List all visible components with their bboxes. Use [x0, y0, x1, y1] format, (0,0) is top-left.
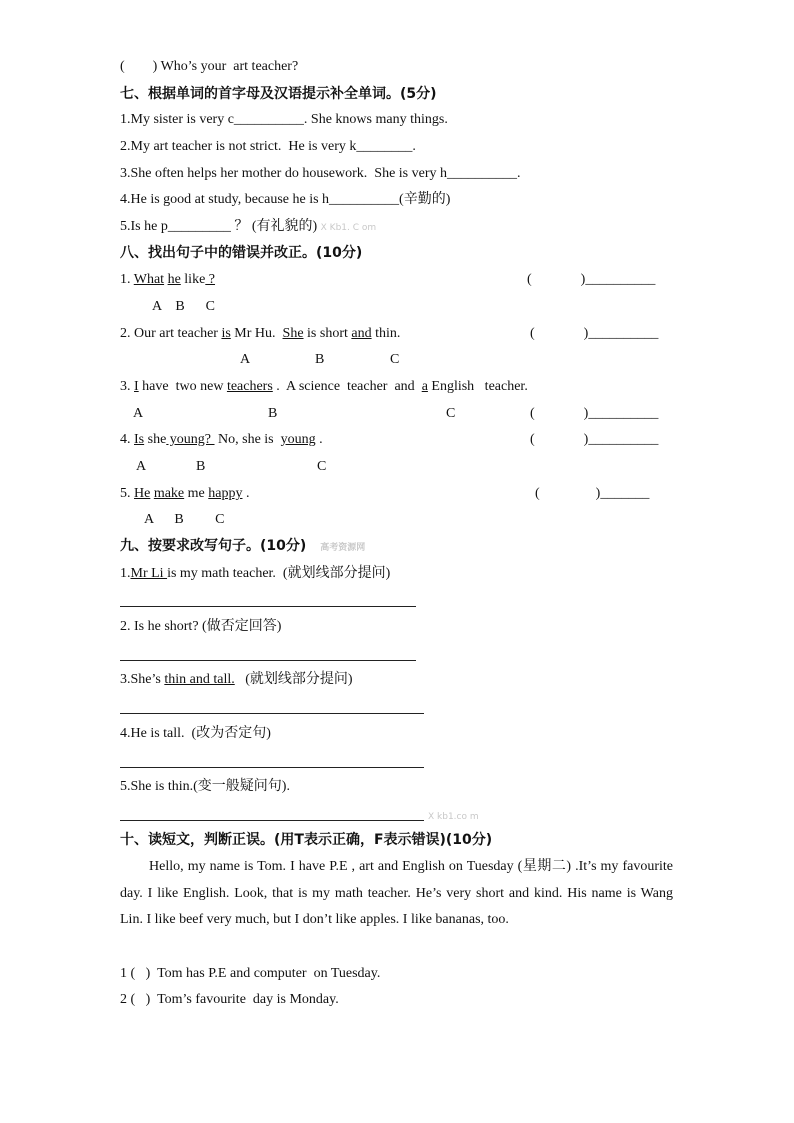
q3-part-c: a — [421, 379, 428, 394]
watermark: X kb1.co m — [428, 812, 479, 822]
q1-letters: A B C — [152, 299, 216, 314]
q3-letter-b: B — [268, 406, 278, 421]
q2-pre: 2. Our art teacher — [120, 326, 222, 341]
section9-q1 — [120, 565, 390, 583]
section9-q5: 5.She is thin.(变一般疑问句). — [120, 779, 290, 794]
q4-num: 4. — [120, 432, 134, 447]
q3-post: English teacher. — [427, 379, 528, 394]
section7-item-5-text: 5.Is he p_________ ？ (有礼貌的) — [120, 219, 318, 234]
q2-mid1: Mr Hu. — [230, 326, 283, 341]
q5-mid2: me — [184, 486, 209, 501]
section10-item-2: 2 ( ) Tom’s favourite day is Monday. — [120, 992, 339, 1007]
q4-part-c: young — [280, 432, 316, 447]
q4-mid1: she — [144, 432, 167, 447]
q5-letters: A B C — [144, 512, 225, 527]
q1-num: 1. — [120, 272, 134, 287]
q1-part-b: he — [167, 272, 181, 287]
q5-part-a: He — [134, 486, 151, 501]
s9-q3-post: (就划线部分提问) — [234, 672, 353, 687]
q2-part-c: and — [351, 326, 372, 341]
q3-mid1: have two new — [138, 379, 227, 394]
answer-line-1[interactable] — [120, 606, 416, 607]
q2-letter-a: A — [240, 352, 251, 367]
q2-part-b: She — [282, 326, 304, 341]
section7-item-2: 2.My art teacher is not strict. He is very k________. — [120, 139, 416, 154]
q2-part-a: is — [221, 326, 231, 341]
section7-item-1: 1.My sister is very c__________. She knows many things. — [120, 112, 448, 127]
q1-part-c: ? — [205, 272, 216, 287]
q2-post: thin. — [371, 326, 401, 341]
q1-mid: like — [180, 272, 206, 287]
section9-q3 — [120, 671, 353, 689]
section8-q1 — [120, 271, 215, 289]
q4-part-b: young? — [166, 432, 215, 447]
q3-answer-blank: ( )__________ — [530, 406, 659, 421]
q2-answer-blank: ( )__________ — [530, 326, 659, 341]
section8-q3 — [120, 378, 528, 396]
section7-item-5 — [120, 218, 376, 237]
section9-title-text: 九、按要求改写句子。(10分) — [120, 538, 307, 554]
q5-answer-blank: ( )_______ — [535, 486, 650, 501]
q3-num: 3. — [120, 379, 134, 394]
section9-q2: 2. Is he short? (做否定回答) — [120, 619, 282, 634]
q2-letter-c: C — [390, 352, 400, 367]
answer-line-3[interactable] — [120, 713, 424, 714]
question-who-art-teacher: ( ) Who’s your art teacher? — [120, 59, 299, 74]
q1-answer-blank: ( )__________ — [527, 272, 656, 287]
answer-line-2[interactable] — [120, 660, 416, 661]
section10-item-1: 1 ( ) Tom has P.E and computer on Tuesday. — [120, 966, 381, 981]
s9-q3-underlined: thin and tall. — [164, 672, 235, 687]
section9-q4: 4.He is tall. (改为否定句) — [120, 726, 271, 741]
reading-passage: Hello, my name is Tom. I have P.E , art and English on Tuesday (星期二) .It’s my favourite day. I like English. Look, that is my math teacher. He’s very short and kind. His name is Wang Lin. I like beef very much, but I don’t like apples. I like bananas, too. — [120, 859, 673, 927]
q4-letter-b: B — [196, 459, 206, 474]
answer-line-5[interactable] — [120, 820, 424, 821]
q1-part-a: What — [133, 272, 165, 287]
section8-q2 — [120, 325, 400, 343]
q2-mid2: is short — [303, 326, 352, 341]
q4-letter-c: C — [317, 459, 327, 474]
section8-title: 八、找出句子中的错误并改正。(10分) — [120, 245, 363, 261]
q5-part-b: make — [153, 486, 185, 501]
q4-mid2: No, she is — [214, 432, 281, 447]
s9-q1-underlined: Mr Li — [130, 566, 168, 581]
section7-item-4: 4.He is good at study, because he is h__________(辛勤的) — [120, 192, 451, 207]
section7-item-3: 3.She often helps her mother do housework. She is very h__________. — [120, 166, 521, 181]
q4-letter-a: A — [136, 459, 147, 474]
q4-answer-blank: ( )__________ — [530, 432, 659, 447]
q3-letter-c: C — [446, 406, 456, 421]
q3-mid2: . A science teacher and — [272, 379, 422, 394]
section8-q5 — [120, 485, 249, 503]
q4-part-a: Is — [134, 432, 145, 447]
q3-part-b: teachers — [226, 379, 273, 394]
section9-title — [120, 537, 365, 557]
section10-title: 十、读短文，判断正误。(用T表示正确，F表示错误)(10分) — [120, 832, 493, 848]
section8-q4 — [120, 431, 323, 449]
q5-part-c: happy — [208, 486, 243, 501]
q3-letter-a: A — [133, 406, 144, 421]
section7-title: 七、根据单词的首字母及汉语提示补全单词。(5分) — [120, 86, 437, 102]
q4-post: . — [315, 432, 323, 447]
watermark: 高考资源网 — [320, 543, 366, 553]
s9-q1-pre: 1. — [120, 566, 131, 581]
q3-part-a: I — [134, 379, 139, 394]
watermark: X Kb1. C om — [320, 223, 377, 233]
q2-letter-b: B — [315, 352, 325, 367]
s9-q3-pre: 3.She’s — [120, 672, 165, 687]
s9-q1-post: is my math teacher. (就划线部分提问) — [167, 566, 391, 581]
answer-line-4[interactable] — [120, 767, 424, 768]
q5-num: 5. — [120, 486, 134, 501]
q5-post: . — [242, 486, 250, 501]
